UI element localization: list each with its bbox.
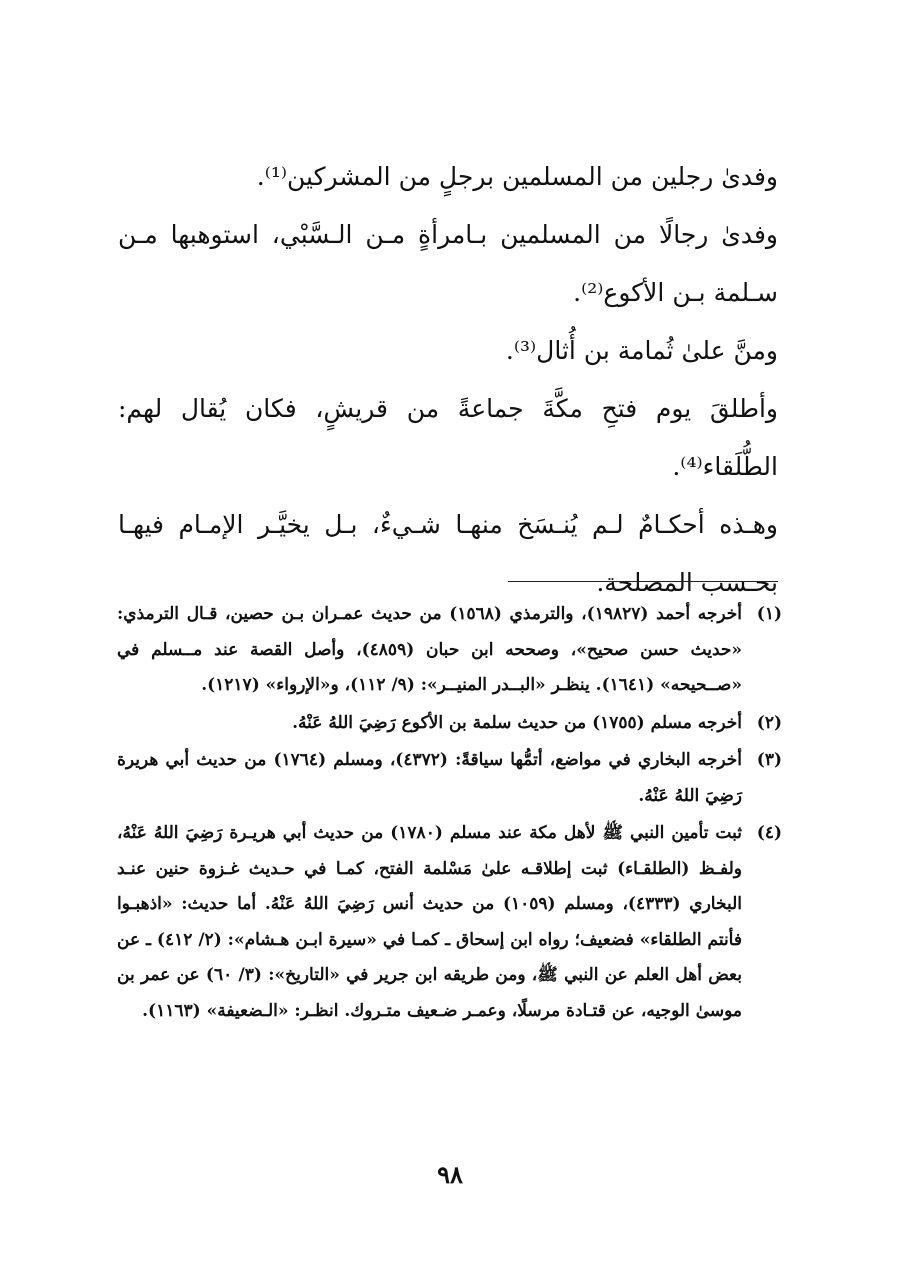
footnote-item: [117, 743, 782, 814]
body-paragraph: ومنَّ علىٰ ثُمامة بن أُثال⁽³⁾.: [505, 336, 778, 365]
footnote-item: [117, 816, 782, 1029]
footnote-separator: [508, 581, 778, 582]
main-body-text: [118, 148, 778, 612]
body-paragraph: وأطلقَ يوم فتحِ مكَّةَ جماعةً من قريشٍ، فكان يُقال لهم: الطُّلَقاء⁽⁴⁾.: [118, 394, 778, 481]
footnote-number: (١): [756, 604, 782, 624]
footnote-item: [117, 706, 782, 742]
footnote-text: أخرجه البخاري في مواضع، أتمُّها سياقةً: (٤٣٧٢)، ومسلم (١٧٦٤) من حديث أبي هريرة رَضِيَ اللهُ عَنْهُ.: [117, 750, 742, 806]
footnote-number: (٤): [756, 823, 782, 843]
page-number: ٩٨: [437, 1160, 463, 1189]
footnote-number: (٣): [756, 750, 782, 770]
footnote-item: [117, 597, 782, 704]
footnote-text: أخرجه أحمد (١٩٨٢٧)، والترمذي (١٥٦٨) من حديث عمـران بـن حصين، قـال الترمذي: «حديث حسن صحيح»، وصححه ابن حبان (٤٨٥٩)، وأصل القصة عند مــسلم في «صــحيحه» (١٦٤١). ينظـر «البــدر المنيــر»: (٩/ ١١٢)، و«الإرواء» (١٢١٧).: [117, 604, 743, 695]
body-paragraph: وفدىٰ رجلين من المسلمين برجلٍ من المشركين⁽¹⁾.: [256, 162, 778, 191]
footnotes-section: [117, 597, 782, 1031]
body-paragraph: وفدىٰ رجالًا من المسلمين بـامرأةٍ مـن الـسَّبْي، استوهبها مـن سـلمة بـن الأكوع⁽²⁾.: [118, 220, 778, 307]
footnote-text: أخرجه مسلم (١٧٥٥) من حديث سلمة بن الأكوع رَضِيَ اللهُ عَنْهُ.: [292, 712, 742, 733]
body-paragraph: وهـذه أحكـامٌ لـم يُنـسَخ منهـا شـيءٌ، بـل يخيَّـر الإمـام فيهـا بحـسب المصلحة.: [118, 510, 778, 597]
footnote-number: (٢): [756, 712, 782, 733]
footnote-text: ثبت تأمين النبي ﷺ لأهل مكة عند مسلم (١٧٨٠) من حديث أبي هريـرة رَضِيَ اللهُ عَنْهُ، ولفـظ (الطلقـاء) ثبت إطلاقـه علىٰ مَسْلمة الفتح، كمـا في حـديث غـزوة حنين عنـد البخاري (٤٣٣٣)، ومسلم (١٠٥٩) من حديث أنس رَضِيَ اللهُ عَنْهُ. أما حديث: «اذهبـوا فأنتم الطلقاء» فضعيف؛ رواه ابن إسحاق ـ كمـا في «سيرة ابـن هـشام»: (٢/ ٤١٢) ـ عن بعض أهل العلم عن النبي ﷺ، ومن طريقه ابن جرير في «التاريخ»: (٣/ ٦٠) عن عمر بن موسىٰ الوجيه، عن قتـادة مرسلًا، وعمـر ضـعيف متـروك. انظـر: «الـضعيفة» (١١٦٣).: [117, 823, 742, 1021]
